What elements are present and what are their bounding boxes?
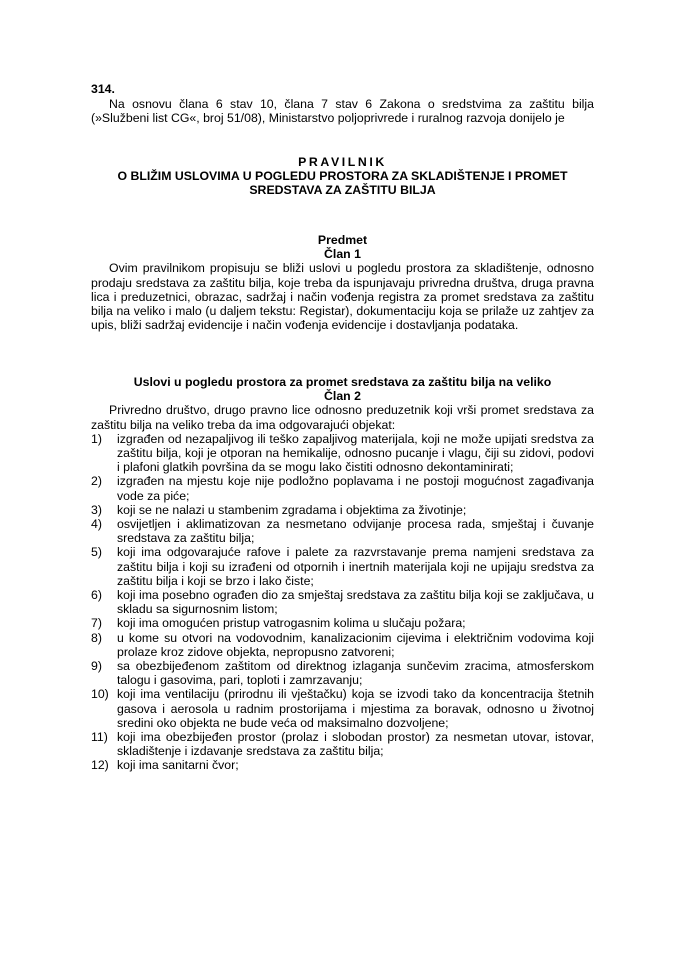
- title-word: PRAVILNIK: [298, 155, 387, 169]
- list-item-number: 9): [91, 659, 102, 674]
- list-item-text: koji ima obezbijeđen prostor (prolaz i slobodan prostor) za nesmetan utovar, istovar, skladištenje i izdavanje sredstava za zaštitu bilja;: [117, 730, 594, 759]
- list-item: [91, 474, 594, 502]
- title-line-3: SREDSTAVA ZA ZAŠTITU BILJA: [249, 183, 436, 198]
- list-item-text: koji ima odgovarajuće rafove i palete za razvrstavanje prema namjeni sredstava za zaštitu bilja i koji su izrađeni od otpornih i inertnih materijala koji ne upijaju sredstva za zaštitu bilja i koji se brzo i lako čiste;: [117, 545, 594, 588]
- section-1: [91, 233, 594, 332]
- list-item-number: 11): [91, 730, 108, 745]
- list-item: [91, 631, 594, 659]
- list-item-number: 5): [91, 545, 102, 560]
- list-item-text: izgrađen na mjestu koje nije podložno poplavama i ne postoji mogućnost zagađivanja vode za piće;: [117, 474, 594, 503]
- list-item: [91, 517, 594, 545]
- list-item: [91, 503, 594, 517]
- list-item-text: koji ima posebno ograđen dio za smještaj sredstava za zaštitu bilja koji se zaključava, u skladu sa sigurnosnim listom;: [117, 588, 594, 617]
- list-item-text: koji ima ventilaciju (prirodnu ili vještačku) koja se izvodi tako da koncentracija štetnih gasova i aerosola u radnim prostorijama i mjestima za boravak, odnosno u životnoj sredini oko objekta ne bude veća od maksimalno dozvoljene;: [117, 687, 594, 730]
- section-2-text: Privredno društvo, drugo pravno lice odnosno preduzetnik koji vrši promet sredstava za zaštitu bilja na veliko treba da ima odgovarajući objekat:: [91, 403, 594, 432]
- list-item-text: u kome su otvori na vodovodnim, kanalizacionim cijevima i električnim vodovima koji prolaze kroz zidove objekta, nepropusno zatvoreni;: [117, 630, 594, 659]
- section-2: [91, 375, 594, 773]
- list-item: [91, 588, 594, 616]
- list-item: [91, 616, 594, 630]
- list-item: [91, 687, 594, 730]
- list-item-number: 4): [91, 517, 102, 532]
- title-line-2: O BLIŽIM USLOVIMA U POGLEDU PROSTORA ZA SKLADIŠTENJE I PROMET: [117, 169, 568, 184]
- article-2-list: [91, 432, 594, 773]
- list-item-text: izgrađen od nezapaljivog ili teško zapaljivog materijala, koji ne može upijati sredstva za zaštitu bilja, koji je otporan na hemikalije, odnosno pucanje i vlagu, čiji su zidovi, podovi i plafoni glatkih površina da se mogu lako čistiti odnosno dekontaminirati;: [117, 431, 594, 475]
- document-title: [91, 155, 594, 198]
- list-item: [91, 730, 594, 758]
- intro-paragraph: [91, 97, 594, 125]
- intro-text: Na osnovu člana 6 stav 10, člana 7 stav 6 Zakona o sredstvima za zaštitu bilja (»Službeni list CG«, broj 51/08), Ministarstvo poljoprivrede i ruralnog razvoja donijelo je: [91, 97, 594, 126]
- document-number: 314.: [91, 82, 115, 96]
- list-item-text: sa obezbijeđenom zaštitom od direktnog izlaganja sunčevim zracima, atmosferskom talogu i gasovima, pari, toploti i zamrzavanju;: [117, 659, 594, 688]
- list-item-number: 6): [91, 588, 102, 603]
- list-item-number: 10): [91, 687, 109, 702]
- list-item-text: osvijetljen i aklimatizovan za nesmetano odvijanje procesa rada, smještaj i čuvanje sredstava za zaštitu bilja;: [117, 517, 594, 546]
- list-item-text: koji ima sanitarni čvor;: [117, 758, 239, 773]
- list-item-text: koji ima omogućen pristup vatrogasnim kolima u slučaju požara;: [117, 616, 466, 631]
- list-item-number: 7): [91, 616, 102, 631]
- list-item-number: 3): [91, 502, 102, 517]
- list-item: [91, 659, 594, 687]
- section-1-text: Ovim pravilnikom propisuju se bliži uslovi u pogledu prostora za skladištenje, odnosno prodaju sredstava za zaštitu bilja, koje treba da ispunjavaju privredna društva, druga pravna lica i preduzetnici, obrazac, sadržaj i način vođenja registra za promet sredstava za zaštitu bilja na veliko i malo (u daljem tekstu: Registar), dokumentaciju koja se prilaže uz zahtjev za upis, bliži sadržaj evidencije i način vođenja evidencije i dostavljanja podataka.: [91, 261, 594, 333]
- list-item: [91, 432, 594, 475]
- section-2-article: Član 2: [324, 389, 361, 404]
- section-1-heading: Predmet: [317, 233, 368, 247]
- list-item-number: 2): [91, 474, 102, 489]
- list-item-number: 1): [91, 431, 102, 446]
- list-item: [91, 758, 594, 772]
- list-item-text: koji se ne nalazi u stambenim zgradama i objektima za životinje;: [117, 502, 467, 517]
- section-1-article: Član 1: [324, 247, 361, 262]
- list-item: [91, 545, 594, 588]
- list-item-number: 12): [91, 758, 109, 773]
- list-item-number: 8): [91, 630, 102, 645]
- section-2-heading: Uslovi u pogledu prostora za promet sredstava za zaštitu bilja na veliko: [133, 375, 552, 389]
